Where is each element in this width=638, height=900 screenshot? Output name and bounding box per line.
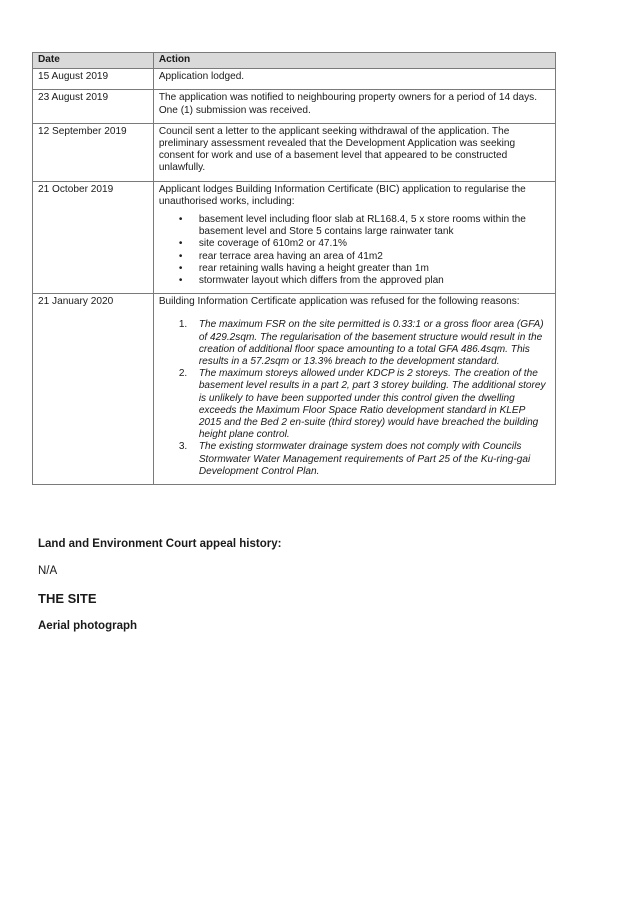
table-header-row	[33, 53, 556, 69]
row-action: Application lodged.	[153, 69, 555, 90]
row-date: 21 October 2019	[33, 181, 154, 294]
row-action	[153, 294, 555, 485]
row-action: Council sent a letter to the applicant seeking withdrawal of the application. The preliminary assessment revealed that the Development Application was seeking consent for work and use of a basement level that appeared to be constructed unlawfully.	[153, 123, 555, 181]
reason-text: The maximum FSR on the site permitted is 0.33:1 or a gross floor area (GFA) of 429.2sqm. The regularisation of the basement structure would result in the creation of additional floor space amounting to a total GFA 486.4sqm. This results in a 57.2sqm or 13.3% breach to the development standard.	[198, 319, 544, 368]
court-history-heading: Land and Environment Court appeal history:	[38, 538, 282, 550]
list-item: • rear retaining walls having a height greater than 1m	[199, 263, 550, 275]
row-date: 12 September 2019	[33, 123, 154, 181]
unauthorised-works-list	[159, 214, 550, 287]
aerial-photograph-heading: Aerial photograph	[38, 620, 138, 632]
row-date: 15 August 2019	[33, 69, 154, 90]
refusal-reasons-list	[159, 319, 550, 478]
list-item: • rear terrace area having an area of 41m2	[199, 251, 550, 263]
list-number: 3.	[178, 441, 188, 453]
list-item: • stormwater layout which differs from the approved plan	[199, 275, 550, 287]
list-item	[178, 441, 550, 478]
row-date: 23 August 2019	[33, 90, 154, 123]
table-row	[33, 294, 556, 485]
row-action	[153, 181, 555, 294]
table-row	[33, 123, 556, 181]
list-number: 2.	[178, 368, 188, 380]
site-heading: THE SITE	[38, 591, 97, 606]
court-history-value: N/A	[38, 565, 58, 577]
table-row	[33, 69, 556, 90]
reason-text: The maximum storeys allowed under KDCP is 2 storeys. The creation of the basement level results in a part 2, part 3 storey building. The additional storey is unlikely to have been supported under this control given the dwelling exceeds the Maximum Floor Space Ratio development standard in KLEP 2015 and the Bed 2 en-suite (third storey) would have breached the building height plane control.	[198, 368, 546, 441]
date-column-header: Date	[33, 53, 154, 69]
application-history-table	[32, 52, 556, 485]
table-row	[33, 181, 556, 294]
action-column-header: Action	[153, 53, 555, 69]
list-item: • site coverage of 610m2 or 47.1%	[199, 238, 550, 250]
row-action-text: Building Information Certificate application was refused for the following reasons:	[158, 296, 520, 308]
list-item: • basement level including floor slab at RL168.4, 5 x store rooms within the basement level and Store 5 contains large rainwater tank	[199, 214, 550, 238]
row-date: 21 January 2020	[33, 294, 154, 485]
list-number: 1.	[178, 319, 188, 331]
row-action-text: Applicant lodges Building Information Certificate (BIC) application to regularise the unauthorised works, including:	[158, 183, 526, 207]
table-row	[33, 90, 556, 123]
row-action: The application was notified to neighbouring property owners for a period of 14 days. One (1) submission was received.	[153, 90, 555, 123]
list-item	[178, 368, 550, 441]
reason-text: The existing stormwater drainage system does not comply with Councils Stormwater Water Management requirements of Part 25 of the Ku-ring-gai Development Control Plan.	[198, 441, 531, 477]
list-item	[178, 319, 550, 368]
